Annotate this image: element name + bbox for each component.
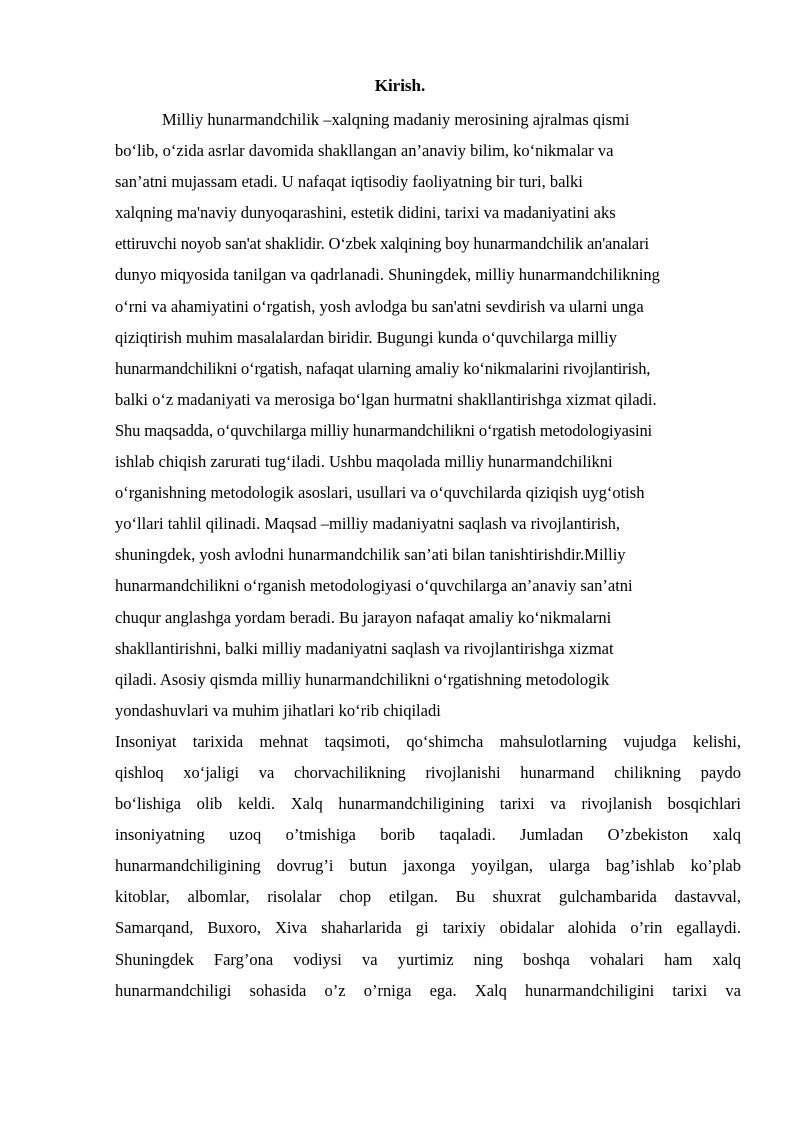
text-line: hunarmandchilikni o‘rganish metodologiyasi o‘quvchilarga an’anaviy san’atni [115,576,633,596]
text-line: Shu maqsadda, o‘quvchilarga milliy hunarmandchilikni o‘rgatish metodologiyasini [115,420,652,440]
text-line: kitoblar, albomlar, risolalar chop etilgan. Bu shuxrat gulchambarida dastavval, [115,887,741,907]
page-title: Kirish. [374,76,426,95]
text-line: xalqning ma'naviy dunyoqarashini, estetik didini, tarixi va madaniyatini aks [115,203,616,223]
text-line: balki o‘z madaniyati va merosiga bo‘lgan hurmatni shakllantirishga xizmat qiladi. [115,389,657,409]
body-text [115,104,741,1006]
text-line: dunyo miqyosida tanilgan va qadrlanadi. Shuningdek, milliy hunarmandchilikning [115,265,660,285]
text-line: yondashuvlari va muhim jihatlari ko‘rib chiqiladi [115,700,441,720]
text-line: Samarqand, Buxoro, Xiva shaharlarida gi tarixiy obidalar alohida o’rin egallaydi. [115,918,741,938]
text-line: hunarmandchiligining dovrug’i butun jaxonga yoyilgan, ularga bag’ishlab ko’plab [115,856,741,876]
text-line: hunarmandchilikni o‘rgatish, nafaqat ularning amaliy ko‘nikmalarini rivojlantirish, [115,358,651,378]
text-line: Milliy hunarmandchilik –xalqning madaniy merosining ajralmas qismi [162,110,630,129]
text-line: shuningdek, yosh avlodni hunarmandchilik san’ati bilan tanishtirishdir.Milliy [115,545,626,565]
text-line: qishloq xo‘jaligi va chorvachilikning rivojlanishi hunarmand chilikning paydo [115,762,741,782]
text-line: ishlab chiqish zarurati tug‘iladi. Ushbu maqolada milliy hunarmandchilikni [115,452,613,472]
text-line: bo‘lib, o‘zida asrlar davomida shakllangan an’anaviy bilim, ko‘nikmalar va [115,141,614,161]
text-line: hunarmandchiligi sohasida o’z o’rniga ega. Xalq hunarmandchiligini tarixi va [115,980,741,1000]
text-line: chuqur anglashga yordam beradi. Bu jarayon nafaqat amaliy ko‘nikmalarni [115,607,612,627]
text-line: bo‘lishiga olib keldi. Xalq hunarmandchiligining tarixi va rivojlanish bosqichlari [115,794,741,814]
text-line: o‘rganishning metodologik asoslari, usullari va o‘quvchilarda qiziqish uyg‘otish [115,483,645,503]
text-line: insoniyatning uzoq o’tmishiga borib taqaladi. Jumladan O’zbekiston xalq [115,825,741,845]
text-line: ettiruvchi noyob san'at shaklidir. O‘zbek xalqining boy hunarmandchilik an'analari [115,234,649,254]
text-line: san’atni mujassam etadi. U nafaqat iqtisodiy faoliyatning bir turi, balki [115,172,583,192]
text-line: shakllantirishni, balki milliy madaniyatni saqlash va rivojlantirishga xizmat [115,638,614,658]
text-line: qiziqtirish muhim masalalardan biridir. Bugungi kunda o‘quvchilarga milliy [115,327,617,347]
text-line: qiladi. Asosiy qismda milliy hunarmandchilikni o‘rgatishning metodologik [115,669,610,689]
text-line: o‘rni va ahamiyatini o‘rgatish, yosh avlodga bu san'atni sevdirish va ularni unga [115,296,644,316]
text-line: yo‘llari tahlil qilinadi. Maqsad –milliy madaniyatni saqlash va rivojlantirish, [115,514,620,534]
text-line: Insoniyat tarixida mehnat taqsimoti, qo‘shimcha mahsulotlarning vujudga kelishi, [115,731,741,751]
text-line: Shuningdek Farg’ona vodiysi va yurtimiz ning boshqa vohalari ham xalq [115,949,741,969]
